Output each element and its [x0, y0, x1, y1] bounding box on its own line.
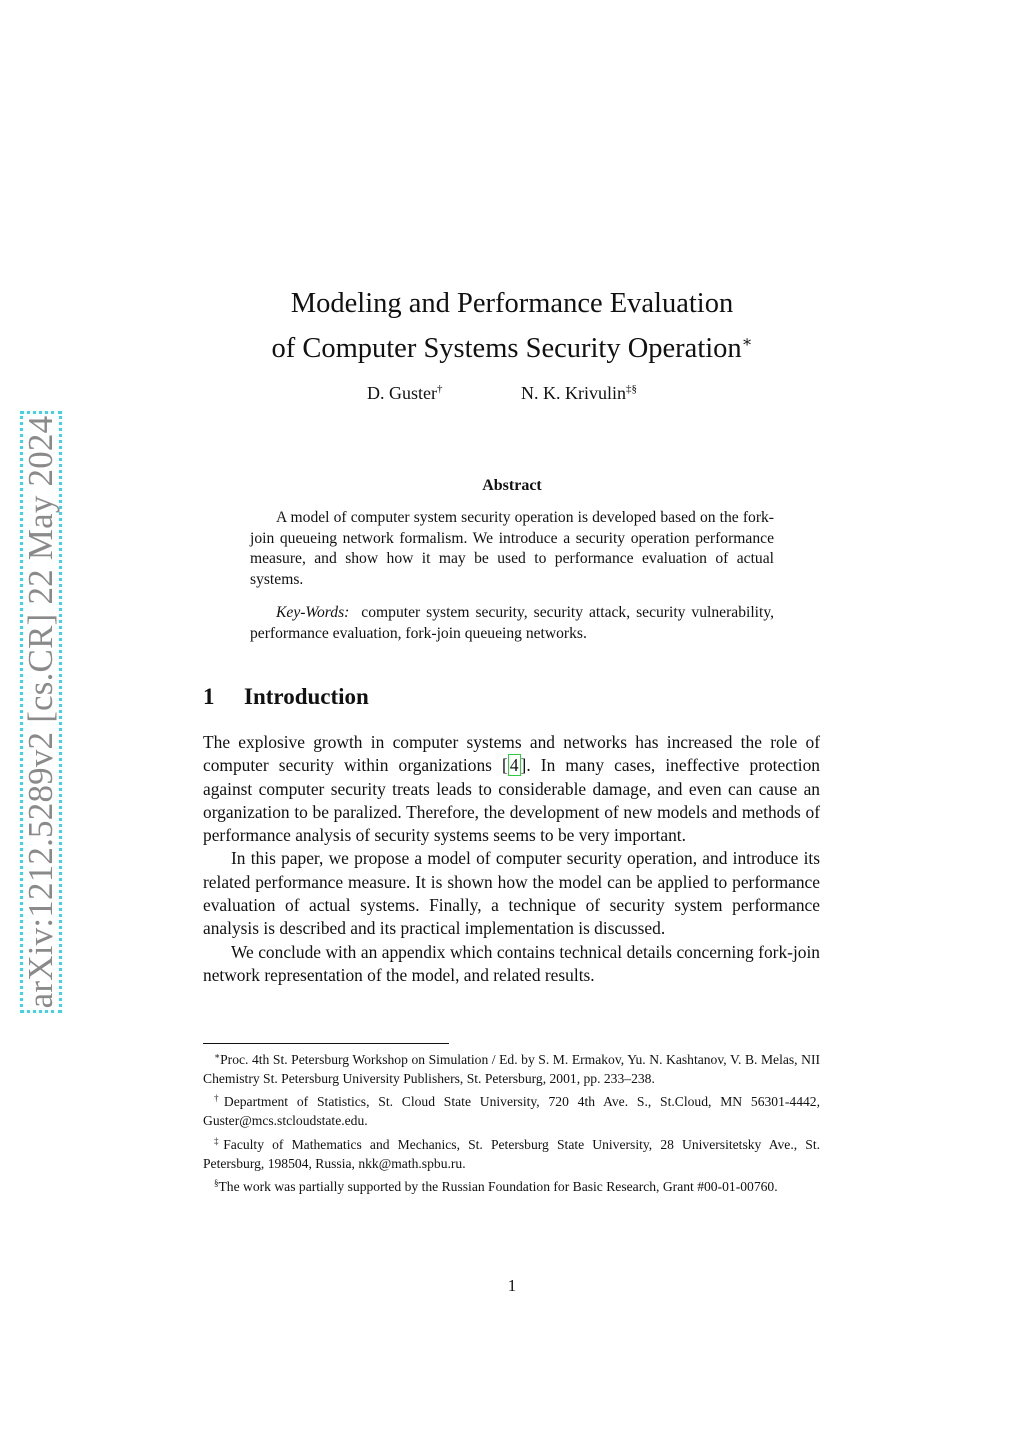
abstract-heading: Abstract [482, 477, 542, 494]
arxiv-stamp-text: arXiv:1212.5289v2 [cs.CR] 22 May 2024 [21, 415, 60, 1009]
footnote-rule [203, 1043, 449, 1044]
footnote [203, 1089, 820, 1130]
introduction-body [203, 731, 820, 987]
title-footnote-mark[interactable]: ∗ [741, 334, 753, 351]
footnote-mark: § [214, 1178, 219, 1189]
footnote-mark: † [214, 1093, 224, 1104]
footnote-text: Faculty of Mathematics and Mechanics, St. Petersburg State University, 28 Universitetsky Ave., St. Petersburg, 198504, Russia, nkk@math.spbu.ru. [203, 1136, 821, 1171]
abstract-text: A model of computer system security operation is developed based on the fork-join queueing network formalism. We introduce a security operation performance measure, and show how it may be used to performance evaluation of actual systems. [250, 509, 774, 588]
title-line-2-text: of Computer Systems Security Operation [271, 333, 742, 364]
footnote [203, 1047, 820, 1088]
author-footnote-mark[interactable]: † [437, 383, 443, 395]
author-footnote-mark[interactable]: ‡§ [626, 383, 637, 395]
page-number: 1 [507, 1276, 517, 1295]
footnote-mark: ‡ [214, 1135, 224, 1146]
arxiv-stamp[interactable] [20, 411, 62, 1013]
keywords [250, 603, 774, 644]
title-line-1: Modeling and Performance Evaluation [290, 288, 734, 319]
paragraph: In this paper, we propose a model of computer security operation, and introduce its related performance measure. It is shown how the model can be applied to performance evaluation of actual systems. Finally, a technique of security system performance analysis is described and its practical implementation is discussed. [203, 848, 820, 939]
footnote [203, 1132, 820, 1173]
footnote-text: Proc. 4th St. Petersburg Workshop on Simulation / Ed. by S. M. Ermakov, Yu. N. Kashtanov, V. B. Melas, NII Chemistry St. Petersburg University Publishers, St. Petersburg, 2001, pp. 233–238. [203, 1052, 820, 1086]
author-krivulin [521, 383, 637, 404]
paragraph: We conclude with an appendix which contains technical details concerning fork-join network representation of the model, and related results. [203, 941, 820, 985]
section-number: 1 [203, 684, 215, 709]
footnote [203, 1174, 820, 1197]
paragraph-text: . In many cases, ineffective protection against computer security treats leads to considerable damage, and even can cause an organization to be paralized. Therefore, the development of new models and methods of performance analysis of security systems seems to be very important. [203, 755, 820, 846]
author-guster [367, 383, 443, 404]
footnote-text: Department of Statistics, St. Cloud State University, 720 4th Ave. S., St.Cloud, MN 56301-4442, Guster@mcs.stcloudstate.edu. [203, 1094, 820, 1129]
section-heading [203, 684, 369, 710]
paper-title [200, 284, 824, 368]
citation-link[interactable]: 4 [509, 755, 519, 776]
footnote-text: The work was partially supported by the Russian Foundation for Basic Research, Grant #00-01-00760. [218, 1179, 778, 1195]
citation-close-bracket: ] [520, 755, 527, 776]
paragraph-text: The explosive growth in computer systems and networks has increased the role of computer security within organizations [203, 732, 820, 776]
paragraph [203, 731, 820, 847]
author-name: D. Guster [367, 383, 437, 403]
footnote-mark: ∗ [214, 1051, 221, 1061]
keywords-label: Key-Words: [276, 604, 350, 621]
keywords-text: computer system security, security attack, security vulnerability, performance evaluation, fork-join queueing networks. [250, 604, 775, 642]
title-line-2 [200, 323, 824, 368]
citation-open-bracket: [ [502, 755, 508, 776]
abstract [250, 508, 774, 644]
author-name: N. K. Krivulin [521, 383, 626, 403]
footnotes [203, 1047, 820, 1198]
section-title: Introduction [244, 684, 369, 709]
